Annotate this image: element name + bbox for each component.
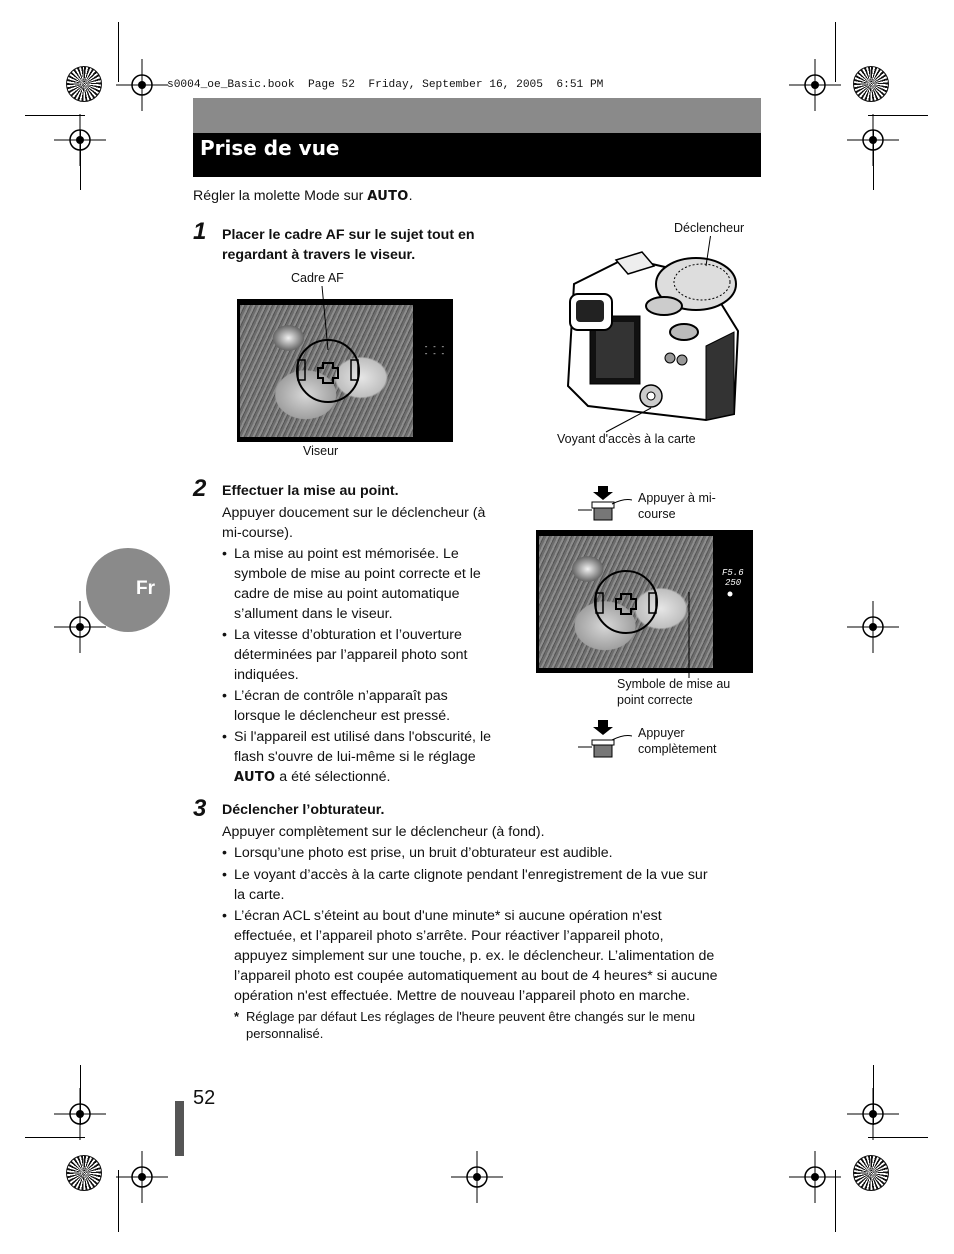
mode-auto-label: AUTO (367, 189, 409, 204)
registration-mark-icon (54, 114, 106, 166)
step-title: Effectuer la mise au point. (222, 483, 399, 499)
language-tab (86, 548, 170, 632)
leader-line (300, 284, 340, 354)
step-title: Déclencher l’obturateur. (222, 802, 385, 818)
step-number: 3 (193, 795, 207, 822)
step-number: 1 (193, 218, 207, 245)
svg-text:- - -: - - - (424, 344, 446, 352)
page-number: 52 (193, 1087, 216, 1109)
section-title: Prise de vue (200, 136, 340, 160)
language-tab-label: Fr (136, 578, 155, 599)
step-number: 2 (193, 475, 207, 502)
full-press-icon (578, 718, 632, 758)
half-press-icon (578, 484, 632, 524)
step-title: regardant à travers le viseur. (222, 247, 416, 263)
color-target-icon (66, 66, 102, 102)
color-target-icon (853, 66, 889, 102)
caption-viseur: Viseur (303, 444, 339, 458)
caption-half-press: Appuyer à mi- course (638, 491, 716, 521)
intro-text: Régler la molette Mode sur AUTO. (193, 188, 413, 204)
color-target-icon (66, 1155, 102, 1191)
caption-focus-symbol: Symbole de mise au point correcte (617, 677, 731, 707)
registration-mark-icon (789, 59, 841, 111)
color-target-icon (853, 1155, 889, 1191)
camera-illustration (556, 236, 756, 436)
caption-voyant: Voyant d'accès à la carte (557, 432, 696, 446)
registration-mark-icon (54, 1088, 106, 1140)
mode-auto-label: AUTO (234, 770, 276, 785)
registration-mark-icon (116, 1151, 168, 1203)
caption-cadre-af: Cadre AF (291, 271, 344, 285)
header-band (193, 98, 761, 133)
registration-mark-icon (847, 114, 899, 166)
svg-text:- - -: - - - (424, 351, 446, 359)
caption-declencheur: Déclencheur (674, 221, 745, 235)
registration-mark-icon (789, 1151, 841, 1203)
af-frame-icon (237, 299, 453, 442)
shutter-readout: 250 (725, 578, 742, 588)
step-body: Appuyer complètement sur le déclencheur (à fond). (222, 824, 545, 840)
aperture-readout: F5.6 (722, 568, 744, 578)
step-body: mi-course). (222, 525, 293, 541)
registration-mark-icon (847, 1088, 899, 1140)
registration-mark-icon (847, 601, 899, 653)
caption-full-press: Appuyer complètement (638, 726, 717, 756)
step-title: Placer le cadre AF sur le sujet tout en (222, 227, 475, 243)
leader-line (686, 590, 706, 680)
registration-mark-icon (451, 1151, 503, 1203)
page-number-bar (175, 1101, 184, 1156)
step-body: Appuyer doucement sur le déclencheur (à (222, 505, 486, 521)
af-frame-icon (536, 530, 753, 673)
viewfinder-image-focused (536, 530, 753, 673)
print-header: s0004_oe_Basic.book Page 52 Friday, September 16, 2005 6:51 PM (167, 79, 604, 91)
registration-mark-icon (116, 59, 168, 111)
viewfinder-image (237, 299, 453, 442)
